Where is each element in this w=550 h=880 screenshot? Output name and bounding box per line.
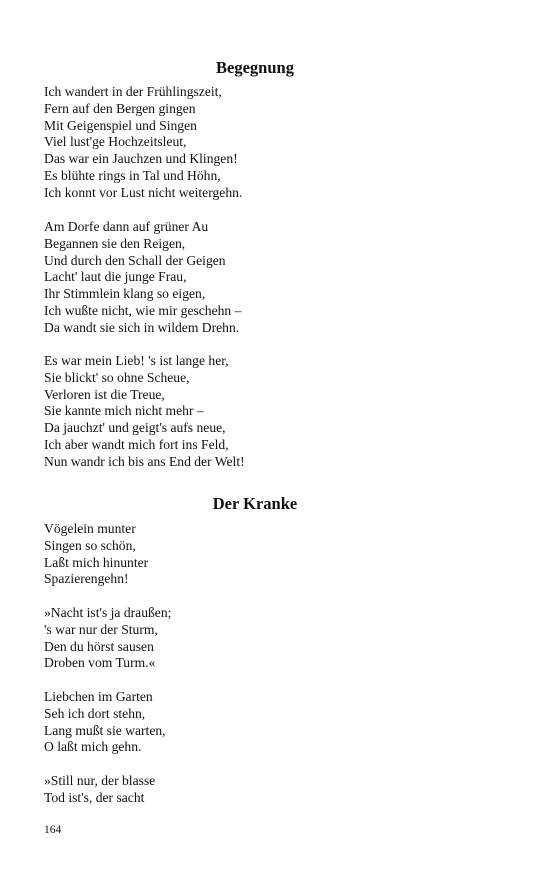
verse-line: Das war ein Jauchzen und Klingen! [44,151,238,167]
verse-line: Ihr Stimmlein klang so eigen, [44,286,206,302]
verse-line: Viel lust'ge Hochzeitsleut, [44,134,187,150]
verse-line: Den du hörst sausen [44,638,154,654]
verse-line: Lacht' laut die junge Frau, [44,269,187,285]
verse-line: Begannen sie den Reigen, [44,235,186,251]
verse-line: Spazierengehn! [44,571,129,587]
verse-line: Ich wandert in der Frühlingszeit, [44,84,222,99]
verse-line: Mit Geigenspiel und Singen [44,117,197,133]
verse-line: Laßt mich hinunter [44,554,149,570]
page-number: 164 [44,824,62,836]
verse-line: Ich aber wandt mich fort ins Feld, [44,436,229,452]
stanza-begegnung-1 [44,84,484,202]
verse-line: Es war mein Lieb! 's ist lange her, [44,353,229,368]
verse-line: »Still nur, der blasse [44,773,156,788]
stanza-begegnung-2 [44,219,484,337]
stanza-der-kranke-4 [44,773,484,807]
verse-line: Am Dorfe dann auf grüner Au [44,219,209,234]
verse-line: Droben vom Turm.« [44,655,156,671]
verse-line: Da wandt sie sich in wildem Drehn. [44,319,240,335]
verse-line: Nun wandr ich bis ans End der Welt! [44,453,245,469]
verse-line: Vögelein munter [44,521,136,536]
stanza-begegnung-3 [44,353,484,471]
verse-line: »Nacht ist's ja draußen; [44,605,172,620]
verse-line: Lang mußt sie warten, [44,722,166,738]
verse-line: Verloren ist die Treue, [44,386,165,402]
verse-line: Fern auf den Bergen gingen [44,100,196,116]
poem-title-der-kranke: Der Kranke [212,494,298,513]
verse-line: Und durch den Schall der Geigen [44,252,226,268]
verse-line: Tod ist's, der sacht [44,789,145,805]
verse-line: Ich wußte nicht, wie mir geschehn – [44,302,242,318]
verse-line: Sie blickt' so ohne Scheue, [44,369,190,385]
verse-line: Ich konnt vor Lust nicht weitergehn. [44,184,243,200]
verse-line: 's war nur der Sturm, [44,621,158,637]
verse-line: Da jauchzt' und geigt's aufs neue, [44,420,226,436]
verse-line: Es blühte rings in Tal und Höhn, [44,167,221,183]
verse-line: O laßt mich gehn. [44,739,142,755]
stanza-der-kranke-1 [44,521,484,588]
stanza-der-kranke-2 [44,605,484,672]
verse-line: Liebchen im Garten [44,689,153,704]
verse-line: Sie kannte mich nicht mehr – [44,403,204,419]
stanza-der-kranke-3 [44,689,484,756]
poem-title-begegnung: Begegnung [216,58,294,77]
verse-line: Seh ich dort stehn, [44,705,146,721]
verse-line: Singen so schön, [44,537,136,553]
